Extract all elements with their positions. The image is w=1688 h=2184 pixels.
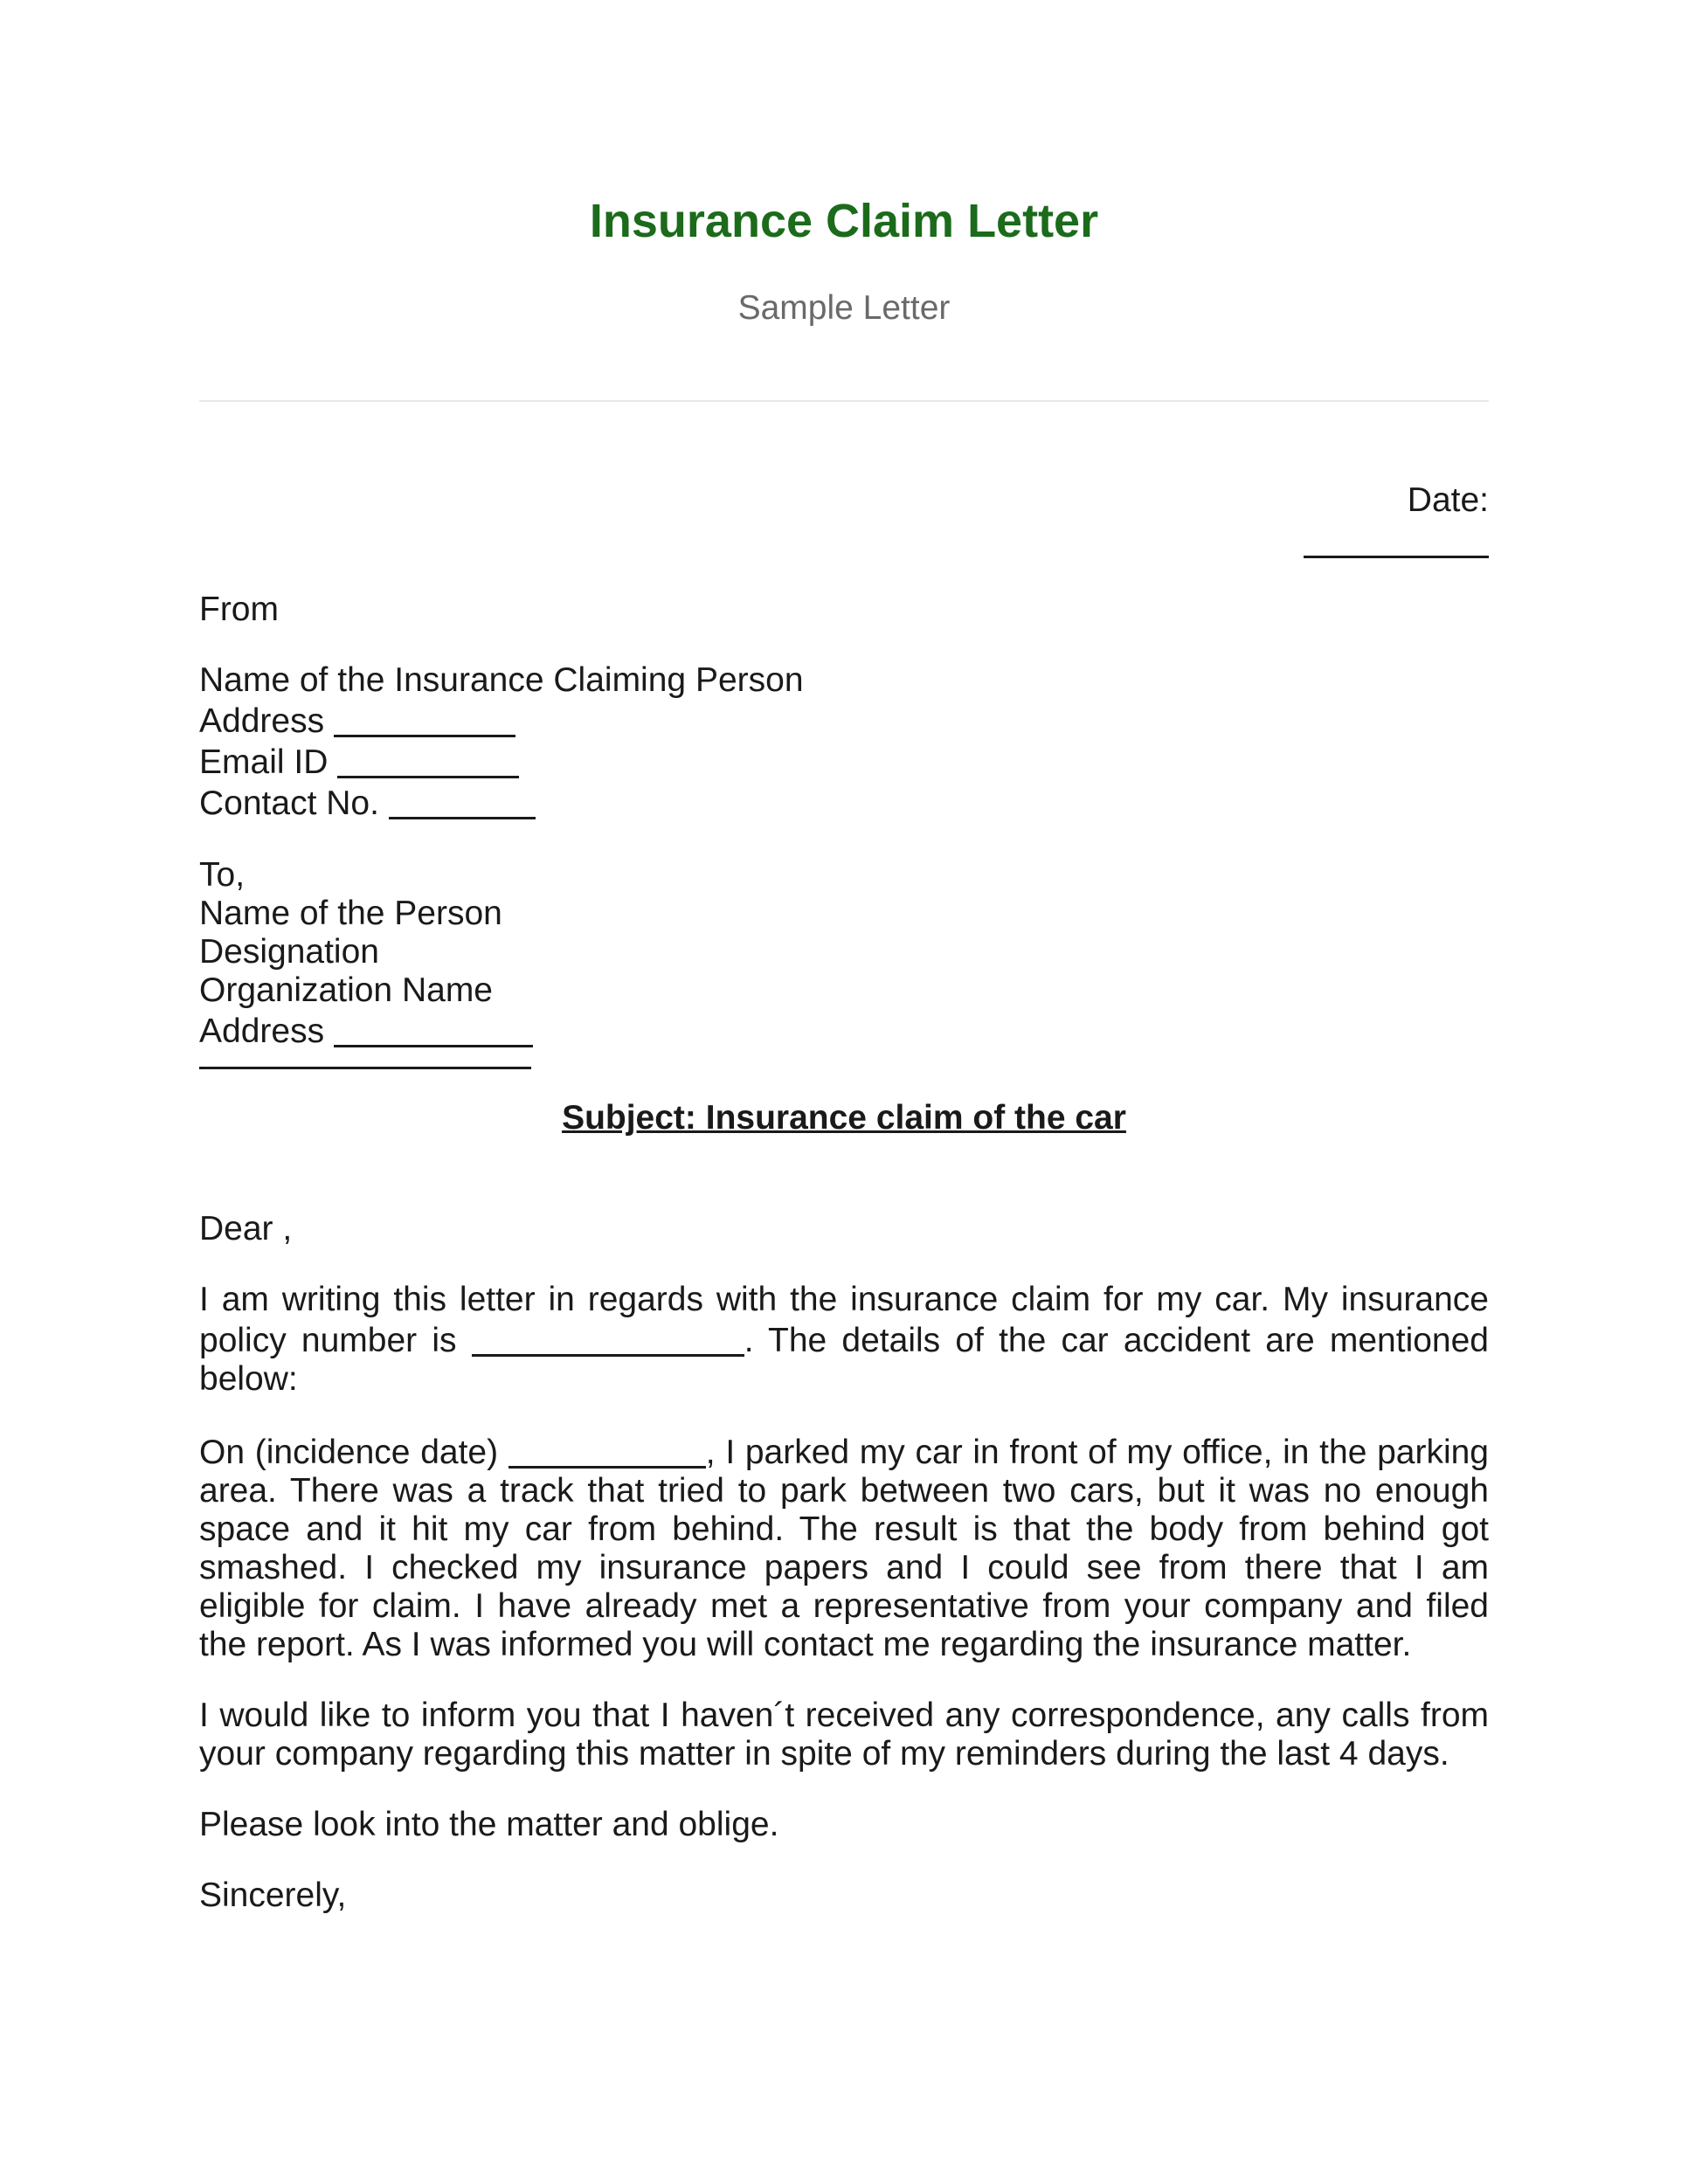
sender-address-blank <box>334 705 515 737</box>
salutation: Dear , <box>199 1210 293 1248</box>
recipient-organization: Organization Name <box>199 971 493 1009</box>
date-label: Date: <box>1407 481 1489 519</box>
letter-content <box>199 591 1489 1915</box>
header-divider <box>199 400 1489 402</box>
body-paragraph-1: I am writing this letter in regards with the insurance claim for my car. My insurance policy number is . The details of the car accident are mentioned below: <box>199 1281 1489 1398</box>
date-blank <box>1304 556 1489 558</box>
closing: Sincerely, <box>199 1876 347 1914</box>
sender-block <box>199 661 1489 823</box>
page-title: Insurance Claim Letter <box>589 195 1099 247</box>
sender-address: Address <box>199 700 1489 741</box>
recipient-block <box>199 856 1489 1069</box>
policy-number-blank <box>472 1324 744 1357</box>
recipient-designation: Designation <box>199 933 379 971</box>
page-subtitle: Sample Letter <box>737 289 951 327</box>
recipient-name: Name of the Person <box>199 895 502 932</box>
sender-name: Name of the Insurance Claiming Person <box>199 661 804 699</box>
sender-contact-blank <box>389 787 536 819</box>
from-label: From <box>199 591 279 628</box>
recipient-address: Address <box>199 1010 1489 1051</box>
sender-email: Email ID <box>199 741 1489 782</box>
incidence-date-blank <box>508 1436 706 1469</box>
subject-line: Subject: Insurance claim of the car <box>562 1099 1126 1137</box>
recipient-address-blank <box>334 1015 533 1047</box>
sender-contact: Contact No. <box>199 782 1489 823</box>
body-paragraph-3: I would like to inform you that I haven´t received any correspondence, any calls from your company regarding this matter in spite of my reminders during the last 4 days. <box>199 1697 1489 1773</box>
sender-email-blank <box>337 746 519 778</box>
recipient-address-line2 <box>199 1067 531 1069</box>
to-label: To, <box>199 856 246 894</box>
body-paragraph-4: Please look into the matter and oblige. <box>199 1806 779 1843</box>
body-paragraph-2: On (incidence date) , I parked my car in front of my office, in the parking area. There was a track that tried to park between two cars, but it was no enough space and it hit my car from behind. The result is that the body from behind got smashed. I checked my insurance papers and I could see from there that I am eligible for claim. I have already met a representative from your company and filed the report. As I was informed you will contact me regarding the insurance matter. <box>199 1434 1490 1663</box>
